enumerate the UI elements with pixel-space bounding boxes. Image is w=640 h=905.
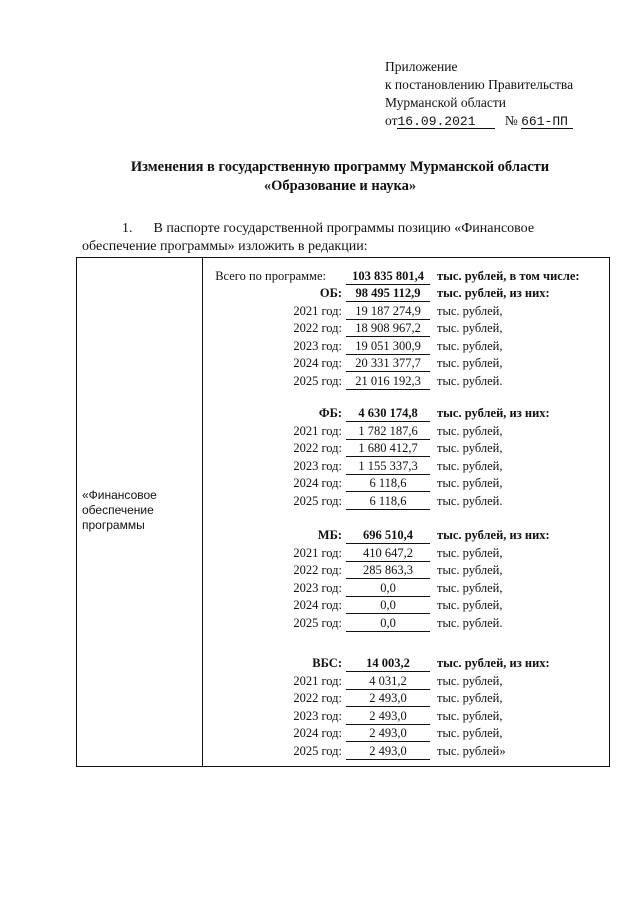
year-label: 2022 год: bbox=[293, 691, 342, 705]
group-ob-year-row bbox=[0, 355, 640, 371]
intro-paragraph bbox=[82, 220, 602, 256]
date-prefix: от bbox=[385, 113, 398, 128]
appendix-line-2: к постановлению Правительства bbox=[385, 77, 574, 92]
year-value: 285 863,3 bbox=[346, 562, 430, 579]
year-unit: тыс. рублей, bbox=[437, 708, 503, 723]
group-total-value: 98 495 112,9 bbox=[346, 285, 430, 302]
year-value: 0,0 bbox=[346, 597, 430, 614]
group-total-unit: тыс. рублей, из них: bbox=[437, 656, 550, 670]
group-ob-year-row bbox=[0, 338, 640, 354]
year-label: 2025 год: bbox=[293, 615, 342, 630]
year-value: 410 647,2 bbox=[346, 545, 430, 562]
total-value: 103 835 801,4 bbox=[346, 268, 430, 285]
total-unit: тыс. рублей, в том числе: bbox=[437, 269, 580, 283]
year-value: 6 118,6 bbox=[346, 475, 430, 492]
paragraph-line-1: 1. В паспорте государственной программы позицию «Финансовое bbox=[122, 221, 535, 236]
group-label: ОБ: bbox=[319, 286, 342, 300]
year-value: 4 031,2 bbox=[346, 673, 430, 690]
year-label: 2022 год: bbox=[293, 563, 342, 577]
group-mb-year-row bbox=[0, 615, 640, 631]
decree-number: 661-ПП bbox=[521, 115, 573, 129]
year-unit: тыс. рублей, bbox=[437, 356, 503, 370]
group-vbs-header bbox=[0, 655, 640, 671]
year-unit: тыс. рублей, bbox=[437, 545, 503, 560]
year-label: 2022 год: bbox=[293, 441, 342, 455]
document-title bbox=[80, 158, 600, 196]
group-mb-header bbox=[0, 527, 640, 543]
year-value: 18 908 967,2 bbox=[346, 320, 430, 337]
year-unit: тыс. рублей, bbox=[437, 580, 503, 595]
paragraph-line-2: обеспечение программы» изложить в редакции: bbox=[82, 239, 368, 254]
decree-date: 16.09.2021 bbox=[397, 115, 495, 129]
group-fb-header bbox=[0, 405, 640, 421]
year-unit: тыс. рублей, bbox=[437, 726, 503, 740]
year-label: 2024 год: bbox=[293, 598, 342, 612]
year-unit: тыс. рублей, bbox=[437, 423, 503, 438]
year-value: 2 493,0 bbox=[346, 725, 430, 742]
year-unit: тыс. рублей. bbox=[437, 615, 503, 630]
year-label: 2025 год: bbox=[293, 373, 342, 388]
group-label: ФБ: bbox=[318, 406, 342, 420]
year-label: 2023 год: bbox=[293, 708, 342, 723]
left-label-line-1: «Финансовое bbox=[82, 488, 157, 502]
appendix-block bbox=[385, 58, 573, 130]
year-label: 2024 год: bbox=[293, 726, 342, 740]
year-unit: тыс. рублей, bbox=[437, 458, 503, 473]
appendix-date-line bbox=[385, 112, 573, 130]
year-label: 2022 год: bbox=[293, 321, 342, 335]
group-ob-year-row bbox=[0, 373, 640, 389]
year-label: 2025 год: bbox=[293, 743, 342, 758]
group-mb-year-row bbox=[0, 562, 640, 578]
group-vbs-year-row bbox=[0, 673, 640, 689]
group-mb-year-row bbox=[0, 597, 640, 613]
group-vbs-year-row bbox=[0, 743, 640, 759]
year-unit: тыс. рублей» bbox=[437, 743, 506, 758]
year-label: 2023 год: bbox=[293, 458, 342, 473]
year-unit: тыс. рублей, bbox=[437, 441, 503, 455]
year-value: 1 680 412,7 bbox=[346, 440, 430, 457]
year-value: 2 493,0 bbox=[346, 743, 430, 760]
year-unit: тыс. рублей, bbox=[437, 303, 503, 318]
year-unit: тыс. рублей, bbox=[437, 691, 503, 705]
group-mb-year-row bbox=[0, 545, 640, 561]
group-ob-year-row bbox=[0, 303, 640, 319]
number-prefix: № bbox=[504, 113, 518, 128]
group-fb-year-row bbox=[0, 493, 640, 509]
year-label: 2023 год: bbox=[293, 338, 342, 353]
total-label: Всего по программе: bbox=[215, 269, 326, 283]
year-label: 2024 год: bbox=[293, 356, 342, 370]
year-value: 2 493,0 bbox=[346, 708, 430, 725]
group-total-value: 14 003,2 bbox=[346, 655, 430, 672]
group-mb-year-row bbox=[0, 580, 640, 596]
group-label: ВБС: bbox=[312, 656, 342, 670]
appendix-title: Приложение bbox=[385, 59, 458, 74]
year-value: 1 782 187,6 bbox=[346, 423, 430, 440]
year-label: 2021 год: bbox=[293, 673, 342, 688]
year-value: 6 118,6 bbox=[346, 493, 430, 510]
year-label: 2024 год: bbox=[293, 476, 342, 490]
year-value: 1 155 337,3 bbox=[346, 458, 430, 475]
year-value: 19 051 300,9 bbox=[346, 338, 430, 355]
year-unit: тыс. рублей, bbox=[437, 673, 503, 688]
year-unit: тыс. рублей, bbox=[437, 476, 503, 490]
year-unit: тыс. рублей. bbox=[437, 493, 503, 508]
group-vbs-year-row bbox=[0, 725, 640, 741]
group-vbs-year-row bbox=[0, 690, 640, 706]
group-vbs-year-row bbox=[0, 708, 640, 724]
group-fb-year-row bbox=[0, 440, 640, 456]
title-line-2: «Образование и наука» bbox=[263, 178, 417, 194]
group-total-unit: тыс. рублей, из них: bbox=[437, 528, 550, 542]
year-unit: тыс. рублей. bbox=[437, 373, 503, 388]
year-value: 21 016 192,3 bbox=[346, 373, 430, 390]
year-label: 2023 год: bbox=[293, 580, 342, 595]
group-label: МБ: bbox=[317, 528, 342, 542]
group-ob-year-row bbox=[0, 320, 640, 336]
year-value: 2 493,0 bbox=[346, 690, 430, 707]
group-fb-year-row bbox=[0, 423, 640, 439]
group-fb-year-row bbox=[0, 458, 640, 474]
group-total-unit: тыс. рублей, из них: bbox=[437, 286, 550, 300]
year-unit: тыс. рублей, bbox=[437, 563, 503, 577]
year-label: 2021 год: bbox=[293, 423, 342, 438]
group-total-unit: тыс. рублей, из них: bbox=[437, 406, 550, 420]
group-fb-year-row bbox=[0, 475, 640, 491]
year-label: 2021 год: bbox=[293, 303, 342, 318]
year-unit: тыс. рублей, bbox=[437, 598, 503, 612]
group-total-value: 696 510,4 bbox=[346, 527, 430, 544]
year-value: 19 187 274,9 bbox=[346, 303, 430, 320]
group-ob-header bbox=[0, 285, 640, 301]
year-unit: тыс. рублей, bbox=[437, 338, 503, 353]
total-row bbox=[0, 268, 640, 284]
group-total-value: 4 630 174,8 bbox=[346, 405, 430, 422]
left-label-line-2: обеспечение bbox=[82, 503, 154, 517]
year-value: 0,0 bbox=[346, 615, 430, 632]
left-label-line-3: программы bbox=[82, 518, 145, 532]
year-unit: тыс. рублей, bbox=[437, 321, 503, 335]
year-value: 0,0 bbox=[346, 580, 430, 597]
year-value: 20 331 377,7 bbox=[346, 355, 430, 372]
title-line-1: Изменения в государственную программу Мурманской области bbox=[130, 159, 550, 175]
appendix-line-3: Мурманской области bbox=[385, 95, 506, 110]
year-label: 2025 год: bbox=[293, 493, 342, 508]
year-label: 2021 год: bbox=[293, 545, 342, 560]
